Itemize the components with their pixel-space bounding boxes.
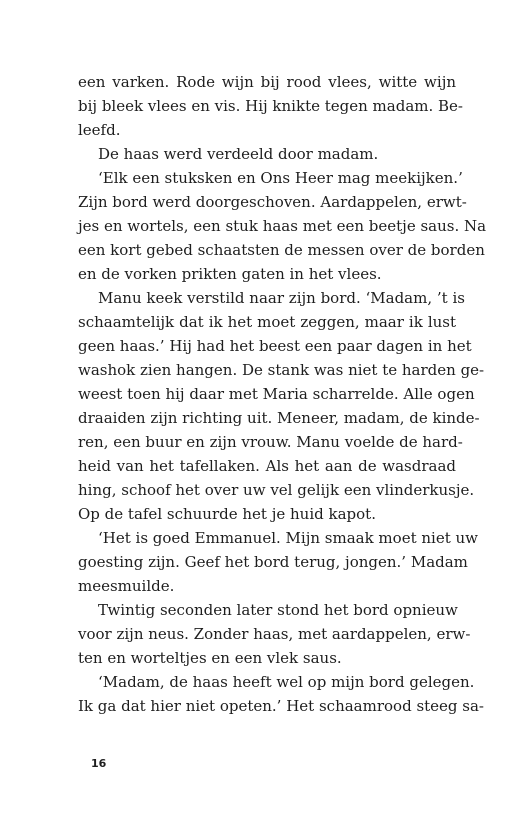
- text-line: schaamtelijk dat ik het moet zeggen, maar ik lust: [78, 313, 456, 331]
- page-number: 16: [91, 757, 107, 770]
- text-line: washok zien hangen. De stank was niet te harden ge-: [78, 361, 485, 379]
- text-line: draaiden zijn richting uit. Meneer, madam, de kinde-: [78, 409, 480, 427]
- text-line: voor zijn neus. Zonder haas, met aardappelen, erw-: [78, 625, 471, 643]
- text-line: bij bleek vlees en vis. Hij knikte tegen madam. Be-: [78, 97, 463, 115]
- text-line: ‘Madam, de haas heeft wel op mijn bord gelegen.: [98, 673, 475, 691]
- text-line: heid van het tafellaken. Als het aan de wasdraad: [78, 457, 456, 475]
- text-line: jes en wortels, een stuk haas met een beetje saus. Na: [78, 217, 487, 235]
- text-line: een varken. Rode wijn bij rood vlees, witte wijn: [78, 73, 456, 91]
- text-line: ‘Elk een stuksken en Ons Heer mag meekijken.’: [98, 169, 463, 187]
- text-line: en de vorken prikten gaten in het vlees.: [78, 265, 382, 283]
- text-line: Manu keek verstild naar zijn bord. ‘Madam, ’t is: [98, 289, 465, 307]
- text-line: ‘Het is goed Emmanuel. Mijn smaak moet niet uw: [98, 529, 478, 547]
- text-line: meesmuilde.: [78, 577, 175, 595]
- body-text: [78, 70, 487, 718]
- text-line: Ik ga dat hier niet opeten.’ Het schaamrood steeg sa-: [78, 697, 485, 715]
- text-line: De haas werd verdeeld door madam.: [98, 145, 379, 163]
- text-line: Op de tafel schuurde het je huid kapot.: [78, 505, 376, 523]
- text-line: leefd.: [78, 121, 121, 139]
- text-line: hing, schoof het over uw vel gelijk een vlinderkusje.: [78, 481, 475, 499]
- text-line: weest toen hij daar met Maria scharrelde. Alle ogen: [78, 385, 475, 403]
- text-line: Zijn bord werd doorgeschoven. Aardappelen, erwt-: [78, 193, 467, 211]
- text-line: ren, een buur en zijn vrouw. Manu voelde de hard-: [78, 433, 463, 451]
- text-line: ten en worteltjes en een vlek saus.: [78, 649, 342, 667]
- text-line: geen haas.’ Hij had het beest een paar dagen in het: [78, 337, 472, 355]
- text-line: goesting zijn. Geef het bord terug, jongen.’ Madam: [78, 553, 468, 571]
- text-line: Twintig seconden later stond het bord opnieuw: [98, 601, 458, 619]
- text-line: een kort gebed schaatsten de messen over de borden: [78, 241, 485, 259]
